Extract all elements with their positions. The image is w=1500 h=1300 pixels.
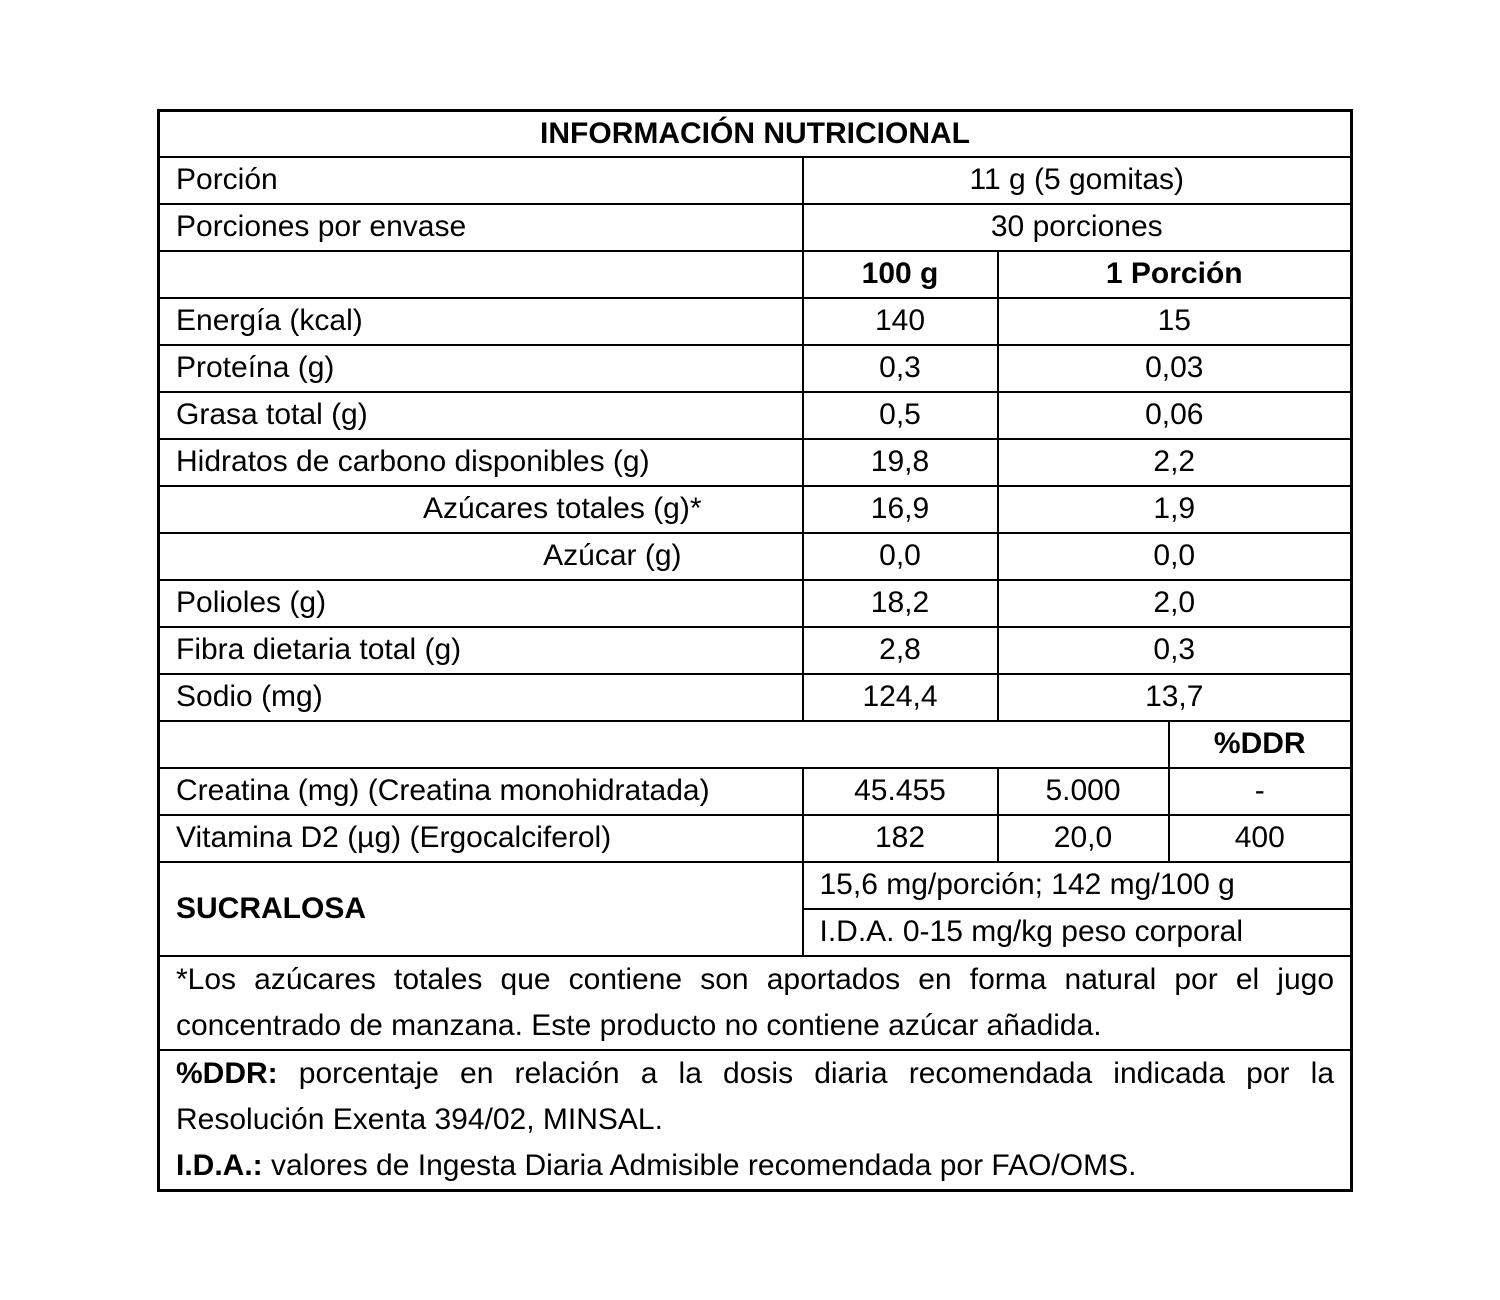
supplement-per-serving: 20,0 bbox=[998, 815, 1169, 862]
nutrient-label-indented: Azúcares totales (g)* bbox=[159, 486, 803, 533]
nutrient-per-100g: 19,8 bbox=[803, 439, 998, 486]
ddr-definition-part1: porcentaje en relación a la dosis diaria recomendada indicada por la bbox=[277, 1056, 1335, 1090]
footnote-ddr-line1 bbox=[176, 1051, 1334, 1097]
sucralosa-amount: 15,6 mg/porción; 142 mg/100 g bbox=[803, 862, 1352, 909]
nutrient-label-indented: Azúcar (g) bbox=[159, 533, 803, 580]
table-row bbox=[159, 627, 1352, 674]
nutrient-per-serving: 0,06 bbox=[998, 392, 1352, 439]
nutrient-label: Fibra dietaria total (g) bbox=[159, 627, 803, 674]
footnote-sugars-line1: *Los azúcares totales que contiene son aportados en forma natural por el jugo bbox=[176, 962, 1335, 996]
sucralosa-label: SUCRALOSA bbox=[159, 862, 803, 956]
nutrition-facts-table bbox=[157, 109, 1353, 1192]
serving-value: 11 g (5 gomitas) bbox=[803, 157, 1352, 204]
ida-term: I.D.A.: bbox=[176, 1148, 263, 1182]
table-row bbox=[159, 251, 1352, 298]
table-row bbox=[159, 721, 1352, 768]
table-row bbox=[159, 486, 1352, 533]
table-row bbox=[159, 111, 1352, 157]
nutrient-per-100g: 140 bbox=[803, 298, 998, 345]
footnote-definitions bbox=[159, 1050, 1352, 1191]
nutrient-label: Energía (kcal) bbox=[159, 298, 803, 345]
nutrient-per-100g: 16,9 bbox=[803, 486, 998, 533]
empty-cell bbox=[159, 251, 803, 298]
nutrient-per-100g: 18,2 bbox=[803, 580, 998, 627]
supplement-per-100g: 45.455 bbox=[803, 768, 998, 815]
nutrient-per-100g: 0,5 bbox=[803, 392, 998, 439]
table-title: INFORMACIÓN NUTRICIONAL bbox=[159, 111, 1352, 157]
table-row bbox=[159, 956, 1352, 1050]
table-row bbox=[159, 204, 1352, 251]
supplement-ddr: - bbox=[1169, 768, 1352, 815]
table-row bbox=[159, 815, 1352, 862]
nutrient-label: Hidratos de carbono disponibles (g) bbox=[159, 439, 803, 486]
nutrient-label: Sodio (mg) bbox=[159, 674, 803, 721]
table-row bbox=[159, 768, 1352, 815]
footnote-ddr-line2: Resolución Exenta 394/02, MINSAL. bbox=[176, 1102, 663, 1136]
nutrient-label: Proteína (g) bbox=[159, 345, 803, 392]
nutrient-per-serving: 0,3 bbox=[998, 627, 1352, 674]
nutrient-per-100g: 0,0 bbox=[803, 533, 998, 580]
nutrient-label: Polioles (g) bbox=[159, 580, 803, 627]
nutrient-per-serving: 13,7 bbox=[998, 674, 1352, 721]
table-row bbox=[159, 157, 1352, 204]
supplement-label: Creatina (mg) (Creatina monohidratada) bbox=[159, 768, 803, 815]
table-row bbox=[159, 345, 1352, 392]
supplement-per-serving: 5.000 bbox=[998, 768, 1169, 815]
nutrient-per-serving: 0,0 bbox=[998, 533, 1352, 580]
footnote-sugars bbox=[159, 956, 1352, 1050]
col-header-per-serving: 1 Porción bbox=[998, 251, 1352, 298]
serving-label: Porción bbox=[159, 157, 803, 204]
table-row bbox=[159, 1050, 1352, 1191]
supplement-per-100g: 182 bbox=[803, 815, 998, 862]
nutrient-per-100g: 0,3 bbox=[803, 345, 998, 392]
footnote-ida-line bbox=[176, 1143, 1334, 1189]
supplement-ddr: 400 bbox=[1169, 815, 1352, 862]
table-row bbox=[159, 674, 1352, 721]
col-header-per-100g: 100 g bbox=[803, 251, 998, 298]
table-row bbox=[159, 298, 1352, 345]
table-row bbox=[159, 533, 1352, 580]
ida-definition: valores de Ingesta Diaria Admisible recomendada por FAO/OMS. bbox=[262, 1148, 1137, 1182]
nutrient-per-serving: 15 bbox=[998, 298, 1352, 345]
nutrient-per-100g: 124,4 bbox=[803, 674, 998, 721]
table-row bbox=[159, 439, 1352, 486]
table-row bbox=[159, 392, 1352, 439]
col-header-ddr: %DDR bbox=[1169, 721, 1352, 768]
nutrient-per-serving: 1,9 bbox=[998, 486, 1352, 533]
servings-per-pack-label: Porciones por envase bbox=[159, 204, 803, 251]
table-row bbox=[159, 862, 1352, 909]
nutrient-per-serving: 0,03 bbox=[998, 345, 1352, 392]
empty-cell bbox=[159, 721, 1169, 768]
nutrient-label: Grasa total (g) bbox=[159, 392, 803, 439]
footnote-sugars-line2: concentrado de manzana. Este producto no contiene azúcar añadida. bbox=[176, 1008, 1102, 1042]
nutrient-per-serving: 2,0 bbox=[998, 580, 1352, 627]
ddr-term: %DDR: bbox=[176, 1056, 278, 1090]
nutrient-per-serving: 2,2 bbox=[998, 439, 1352, 486]
servings-per-pack-value: 30 porciones bbox=[803, 204, 1352, 251]
supplement-label: Vitamina D2 (µg) (Ergocalciferol) bbox=[159, 815, 803, 862]
sucralosa-ida: I.D.A. 0-15 mg/kg peso corporal bbox=[803, 909, 1352, 956]
table-row bbox=[159, 580, 1352, 627]
nutrient-per-100g: 2,8 bbox=[803, 627, 998, 674]
